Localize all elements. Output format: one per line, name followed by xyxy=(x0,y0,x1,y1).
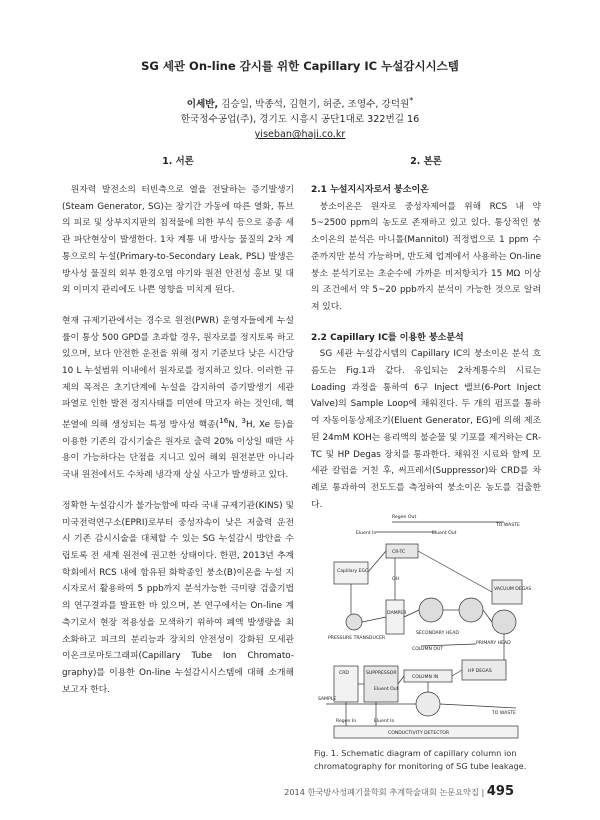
svg-text:Eluent Out: Eluent Out xyxy=(432,531,457,536)
section-heading-intro: 1. 서론 xyxy=(162,156,194,167)
svg-text:CONDUCTIVITY DETECTOR: CONDUCTIVITY DETECTOR xyxy=(388,731,450,736)
svg-text:DAMPER: DAMPER xyxy=(387,611,407,616)
author-list xyxy=(0,93,600,112)
svg-text:TO WASTE: TO WASTE xyxy=(492,711,516,716)
co-authors: 김승일, 박종석, 김현기, 허준, 조영수, 강덕원 xyxy=(218,99,410,111)
section-heading-body: 2. 본론 xyxy=(410,156,442,167)
subsection-2-1-paragraph: 붕소이온은 원자로 중성자제어를 위해 RCS 내 약 5~2500 ppm의 농도로 존재하고 있고 있다. 통상적인 붕소이온의 분석은 마니톨(Mannitol) 적정법으로 1 ppm 수준까지만 분석 가능하며, 반도체 업계에서 사용하는 On-line 붕소 분석기로는 초순수에 가까운 비저항치가 15 MΩ 이상의 조건에서 약 5~20 ppb까지 분석이 가능한 것으로 알려져 있다. xyxy=(311,201,541,312)
intro-paragraph-1: 원자력 발전소의 터빈측으로 열을 전달하는 증기발생기(Steam Generator, SG)는 장기간 가동에 따른 열화, 튜브의 피로 및 상부지지판의 침적물에 의한 부식 등으로 종종 세관 파단현상이 발생한다. 1차 계통 내 방사능 물질의 2차 계통으로의 누설(Primary-to-Secondary Leak, PSL) 발생은 방사성 물질의 외부 환경오염 야기와 원전 안전성 홍보 및 대외 이미지 관리에도 나쁜 영향을 미치게 된다. xyxy=(62,185,294,296)
svg-text:Eluent Out: Eluent Out xyxy=(374,687,399,692)
left-column xyxy=(62,156,294,698)
nuclide-mass-16: 16 xyxy=(219,416,229,426)
svg-text:Regen Out: Regen Out xyxy=(392,515,417,520)
svg-text:OH: OH xyxy=(392,577,400,582)
svg-text:Eluent In: Eluent In xyxy=(374,719,395,724)
svg-text:VACUUM DEGAS: VACUUM DEGAS xyxy=(494,587,532,592)
figure-caption: Fig. 1. Schematic diagram of capillary column ion chromatography for monitoring of SG tube leakage. xyxy=(314,748,527,771)
subsection-2-2-paragraph: SG 세관 누설감시템의 Capillary IC의 붕소이온 분석 흐름도는 Fig.1과 같다. 유입되는 2차계통수의 시료는 Loading 과정을 통하여 6구 Inject 밸브(6-Port Inject Valve)의 Sample Loop에 채워진다. 두 개의 펌프를 통하여 자동이동상제조기(Eluent Generator, EG)에 의해 제조된 24mM KOH는 용리액의 불순물 및 기포를 제거하는 CR-TC 및 HP Degas 장치를 통과한다. 채워진 시료와 함께 모세관 칼럼을 거친 후, 써프레서(Suppressor)와 CRD를 차례로 통과하여 전도도를 측정하여 붕소이온 농도를 검출한다. xyxy=(311,349,541,510)
page-number: 495 xyxy=(486,784,514,799)
nuclide-mass-3: 3 xyxy=(241,416,247,426)
intro-paragraph-2: 현재 규제기관에서는 경수로 원전(PWR) 운영자들에게 누설률이 통상 500 GPD를 초과할 경우, 원자로를 정지토록 하고 있으며, 보다 안전한 운전을 위해 정지 기준보다 낮은 시간당 10 L 누설범위 이내에서 원자로를 정지하고 있다. 이러한 규제의 목적은 초기단계에 누설을 감지하여 증기발생기 세관 파열로 인한 발전 정지사태를 미연에 막고자 하는 것인데, 핵분열에 의해 생성되는 특정 방사성 핵종($^{16}$N, $^3$H, Xe 등)을 이용한 기존의 감시기술은 원자로 출력 20% 이상일 때만 사용이 가능하다는 단점을 지니고 있어 해외 원전분만 아니라 국내 원전에서도 수차례 냉각재 상실 사고가 발생하고 있다. xyxy=(62,315,294,481)
svg-text:CRD: CRD xyxy=(339,671,349,676)
svg-text:COLUMN OUT: COLUMN OUT xyxy=(412,647,444,652)
paper-title: SG 세관 On-line 감시를 위한 Capillary IC 누설감시시스템 xyxy=(141,59,459,73)
page-footer xyxy=(284,784,514,799)
svg-text:PRESSURE TRANSDUCER: PRESSURE TRANSDUCER xyxy=(328,636,386,641)
corresponding-mark: * xyxy=(409,96,414,105)
svg-text:COLUMN IN: COLUMN IN xyxy=(412,675,439,680)
subsection-2-2-heading: 2.2 Capillary IC를 이용한 붕소분석 xyxy=(311,332,464,343)
svg-text:TO WASTE: TO WASTE xyxy=(496,523,520,528)
svg-text:Capillary EGC: Capillary EGC xyxy=(337,569,369,574)
svg-text:SUPPRESSOR: SUPPRESSOR xyxy=(366,671,397,676)
svg-text:SECONDARY HEAD: SECONDARY HEAD xyxy=(416,631,459,636)
svg-text:Regen In: Regen In xyxy=(336,719,357,724)
author-block xyxy=(0,93,600,142)
author-email[interactable]: yiseban@haji.co.kr xyxy=(254,129,346,141)
svg-text:PRIMARY HEAD: PRIMARY HEAD xyxy=(476,641,511,646)
svg-text:CR-TC: CR-TC xyxy=(392,550,406,555)
lead-author: 이세반, xyxy=(186,99,219,111)
svg-text:HP DEGAS: HP DEGAS xyxy=(468,669,492,674)
intro-paragraph-3: 정확한 누설감시가 불가능함에 따라 국내 규제기관(KINS) 및 미국전력연구소(EPRI)로부터 중성자속이 낮은 저출력 운전시 기존 감시시술을 대체할 수 있는 SG 누설감시 방안을 수립토록 전 세계 원전에 권고한 상태이다. 한편, 2013년 추계학회에서 RCS 내에 함유된 화학종인 붕소(B)이온을 누설 지시자로서 활용하여 5 ppb까지 분석가능한 극미량 검출기법의 연구결과를 발표한 바 있으며, 본 연구에서는 On-line 계측기로서 현장 적용성을 모색하기 위하여 폐액 발생량을 최소화하고 피크의 분리능과 장치의 안전성이 강화된 모세관 이온크로마토그래피(Capillary Tube Ion Chromato- graphy)를 이용한 On-line 누설감시시스템에 대해 소개해 보고자 한다. xyxy=(62,500,294,695)
svg-text:Eluent In: Eluent In xyxy=(356,531,377,536)
subsection-2-1-heading: 2.1 누설지시자로서 붕소이온 xyxy=(311,185,429,195)
affiliation: 한국정수공업(주), 경기도 시흥시 공단1대로 322번길 16 xyxy=(180,114,420,126)
footer-text: 2014 한국방사성폐기물학회 추계학술대회 논문요약집 | xyxy=(284,787,485,797)
svg-text:SAMPLE: SAMPLE xyxy=(318,697,337,702)
